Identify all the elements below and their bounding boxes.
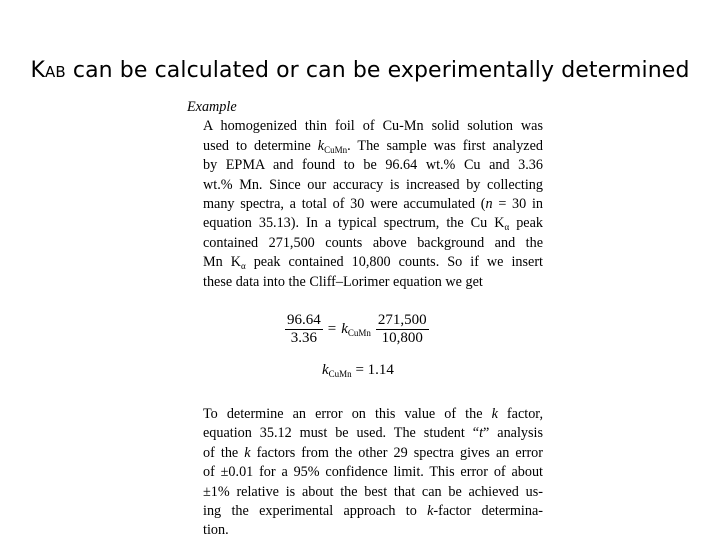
text-line: many spectra, a total of 30 were accumulated (n = 30 in <box>203 196 543 213</box>
example-paragraph-1 <box>187 117 543 292</box>
title-subscript: AB <box>45 63 66 81</box>
slide-title <box>0 58 720 83</box>
example-paragraph-2 <box>187 405 543 541</box>
text-line: wt.% Mn. Since our accuracy is increased by collecting <box>203 176 543 193</box>
text-line: equation 35.12 must be used. The student “t” analysis <box>203 425 543 442</box>
rhs-numerator: 271,500 <box>377 312 427 328</box>
error-paragraph <box>187 405 543 541</box>
title-rest: can be calculated or can be experimentally determined <box>65 58 690 83</box>
text-line: To determine an error on this value of the k factor, <box>203 406 543 422</box>
text-line: these data into the Cliff–Lorimer equation we get <box>203 273 483 290</box>
scanned-excerpt <box>187 98 543 292</box>
text-line: used to determine $k_{CuMn}$. The sample was first analyzed <box>203 137 543 155</box>
text-line: of ±0.01 for a 95% confidence limit. This error of about <box>203 464 543 481</box>
rhs-denominator: 10,800 <box>381 330 423 346</box>
text-line: ing the experimental approach to k-factor determina- <box>203 503 543 520</box>
text-line: of the k factors from the other 29 spectra gives an error <box>203 444 543 461</box>
text-line: contained 271,500 counts above background and the <box>203 234 543 251</box>
rhs-fraction <box>376 312 429 347</box>
equals-sign: = <box>327 321 337 337</box>
lhs-fraction <box>285 312 323 347</box>
title-k: K <box>30 58 46 83</box>
text-line: by EPMA and found to be 96.64 wt.% Cu and 3.36 <box>203 157 543 174</box>
text-line: Mn $K_\alpha$ peak contained 10,800 counts. So if we insert <box>203 254 543 272</box>
text-line: equation 35.13). In a typical spectrum, the Cu $K_\alpha$ peak <box>203 215 543 233</box>
text-line: tion. <box>203 522 229 539</box>
lhs-numerator: 96.64 <box>287 312 321 328</box>
cliff-lorimer-equation <box>285 312 429 347</box>
lhs-denominator: 3.36 <box>290 330 317 346</box>
example-heading: Example <box>187 99 237 115</box>
k-factor-result: $k_{CuMn} = 1.14$ <box>322 362 394 379</box>
k-factor-symbol: $k_{CuMn}$ <box>341 321 371 338</box>
text-line: A homogenized thin foil of Cu-Mn solid solution was <box>203 118 543 135</box>
text-line: ±1% relative is about the best that can be achieved us- <box>203 483 543 500</box>
